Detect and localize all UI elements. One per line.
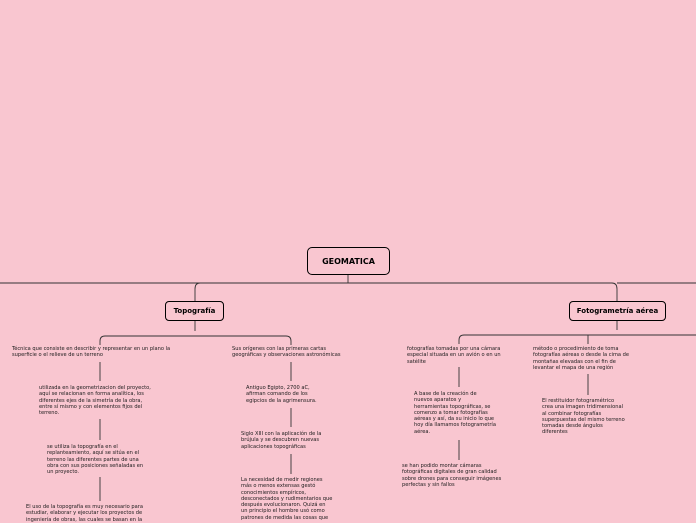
- topic-fotogrametria-restituidor[interactable]: El restituidor fotogramétrico crea una imagen tridimensional al combinar fotografías superpuestas del mismo terreno tomadas desde ángulos diferentes: [542, 398, 625, 436]
- topic-topografia-origenes[interactable]: Sus orígenes con las primeras cartas geográficas y observaciones astronómicas: [232, 346, 341, 359]
- topic-fotogrametria-drones[interactable]: se han podido montar cámaras fotográficas digitales de gran calidad sobre drones para conseguir imágenes perfectas y sin fallos: [402, 463, 502, 488]
- root-node-geomatica[interactable]: GEOMATICA: [307, 247, 390, 275]
- topic-fotogrametria-metodo[interactable]: método o procedimiento de toma fotografías aéreas o desde la cima de montañas elevadas con el fin de levantar el mapa de una región: [533, 346, 630, 371]
- topic-topografia-geometrizacion[interactable]: utilizada en la geometrizacion del proyecto, aquí se relacionan en forma analítica, los diferentes ejes de la simetría de la obra, entre sí mismo y con elementos fijos del terreno.: [39, 385, 151, 417]
- branch-node-fotogrametria[interactable]: Fotogrametría aérea: [569, 301, 666, 321]
- topic-topografia-egipto[interactable]: Antiguo Egipto, 2700 aC, afirman comando de los egipcios de la agrimensura.: [246, 385, 317, 404]
- connector-main-bar: [0, 283, 696, 301]
- connector-foto-bar: [459, 321, 696, 344]
- topic-topografia-replanteamiento[interactable]: se utiliza la topografía en el replanteamiento, aquí se sitúa en el terreno las diferentes partes de una obra con sus posiciones señaladas en un proyecto.: [47, 444, 144, 476]
- connector-topo-bar: [100, 321, 291, 345]
- topic-topografia-necesidad[interactable]: La necesidad de medir regiones más o menos extensas gestó conocimientos empíricos, desconectados y rudimentarios que después evolucionaron. Quizá en un principio el hombre usó como patrones de medida las cosas que: [241, 477, 333, 521]
- topic-topografia-siglo-xiii[interactable]: Siglo XIII con la aplicación de la brújula y se descubren nuevas aplicaciones topográficas: [241, 431, 322, 450]
- topic-topografia-uso[interactable]: El uso de la topografía es muy necesario para estudiar, elaborar y ejecutar los proyectos de ingeniería de obras, las cuales se basan en la: [26, 504, 143, 523]
- topic-topografia-definicion[interactable]: Técnica que consiste en describir y representar en un plano la superficie o el relieve de un terreno: [12, 346, 171, 359]
- topic-fotogrametria-inicio[interactable]: A base de la creación de nuevos aparatos y herramientas topográficas, se comenzo a tomar fotografías aéreas y así, da su inicio lo que hoy día llamamos fotogrametría aérea.: [414, 391, 496, 435]
- branch-node-topografia[interactable]: Topografía: [165, 301, 224, 321]
- topic-fotogrametria-camara[interactable]: fotografías tomadas por una cámara especial situada en un avión o en un satélite: [407, 346, 501, 365]
